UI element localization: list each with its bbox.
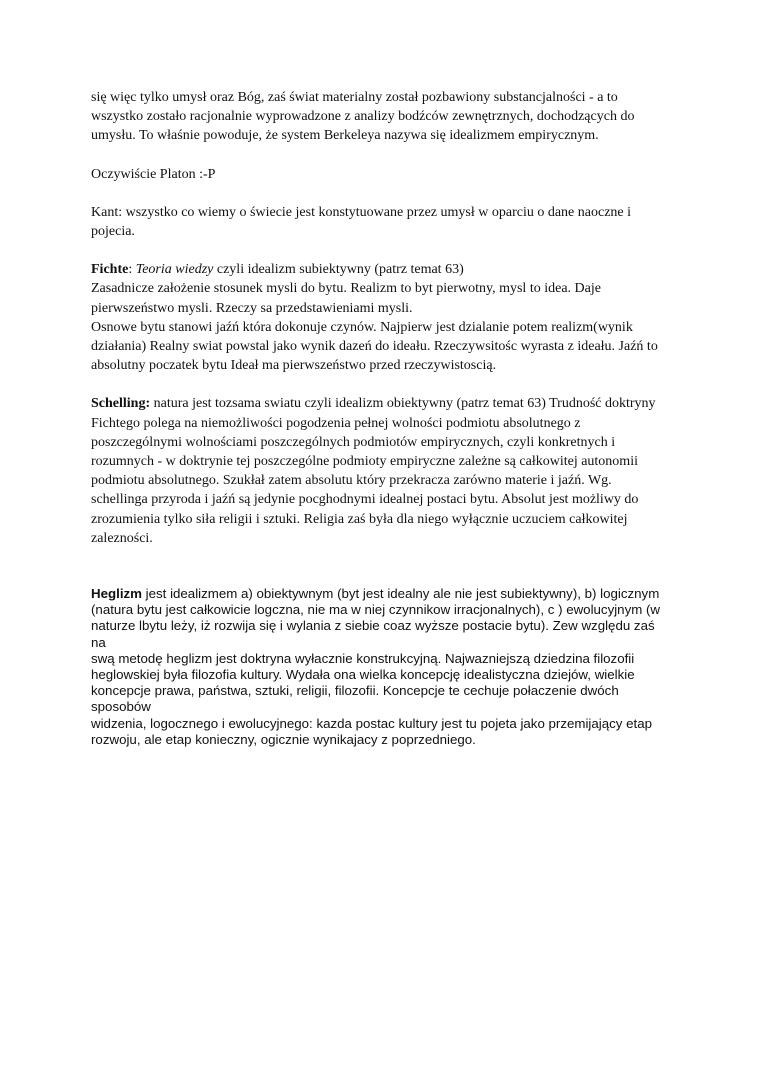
text-line: Zasadnicze założenie stosunek mysli do bytu. Realizm to byt pierwotny, mysl to idea. Daje bbox=[91, 281, 601, 297]
text-line: Kant: wszystko co wiemy o świecie jest konstytuowane przez umysł w oparciu o dane naoczne i bbox=[91, 204, 632, 220]
text-line: wszystko zostało racjonalnie wyprowadzone z analizy bodźców zewnętrznych, dochodzących do bbox=[91, 109, 635, 125]
text-line: rozumnych - w doktrynie tej poszczególne podmioty empiryczne zależne są całkowitej autonomii bbox=[91, 454, 638, 470]
fichte-heading bbox=[91, 260, 676, 279]
text-line: heglowskiej była filozofia kultury. Wydała ona wielka koncepcję idealistyczna dziejów, wielkie bbox=[91, 667, 635, 683]
schelling-name: Schelling: bbox=[91, 396, 151, 412]
text-line: pierwszeństwo mysli. Rzeczy sa przedstawieniami mysli. bbox=[91, 300, 413, 316]
platon-paragraph bbox=[91, 165, 676, 184]
schelling-section bbox=[91, 394, 676, 548]
text-line: swą metodę heglizm jest doktryna wyłacznie konstrukcyjną. Najwazniejszą dziedzina filozofii bbox=[91, 650, 635, 666]
heglizm-section bbox=[91, 586, 673, 748]
text-line: naturze lbytu leży, iż rozwija się i wylania z siebie coaz wyższe postacie bytu). Zew względu zaś na bbox=[91, 618, 655, 650]
text-line: Fichtego polega na niemożliwości pogodzenia pełnej wolności podmiotu absolutnego z bbox=[91, 415, 581, 431]
heglizm-first-line bbox=[91, 586, 673, 602]
fichte-heading-rest: czyli idealizm subiektywny (patrz temat 63) bbox=[213, 262, 464, 278]
text-line: działania) Realny swiat powstal jako wynik dazeń do ideału. Rzeczywsitośc wyrasta z ideału. Jaźń to bbox=[91, 339, 658, 355]
text-line: rozwoju, ale etap konieczny, ogicznie wynikajacy z poprzedniego. bbox=[91, 731, 476, 747]
text-line: się więc tylko umysł oraz Bóg, zaś świat materialny został pozbawiony substancjalności - a to bbox=[91, 90, 618, 105]
text-line: absolutny poczatek bytu Ideał ma pierwszeństwo przed rzeczywistoscią. bbox=[91, 358, 497, 374]
text-line: Oczywiście Platon :-P bbox=[91, 166, 216, 182]
text-line: pojecia. bbox=[91, 224, 135, 240]
fichte-work-title: Teoria wiedzy bbox=[135, 262, 214, 278]
text-line: widzenia, logocznego i ewolucyjnego: kazda postac kultury jest tu pojeta jako przemijający etap bbox=[91, 715, 653, 731]
text-line: umysłu. To właśnie powoduje, że system Berkeleya nazywa się idealizmem empirycznym. bbox=[91, 128, 599, 144]
fichte-separator: : bbox=[128, 262, 136, 278]
text-line: (natura bytu jest całkowicie logczna, nie ma w niej czynnikow irracjonalnych), c ) ewolucyjnym (w bbox=[91, 602, 661, 618]
fichte-name: Fichte bbox=[91, 262, 129, 278]
kant-paragraph bbox=[91, 203, 676, 241]
schelling-first-line bbox=[91, 394, 676, 413]
document-page bbox=[91, 88, 676, 748]
schelling-first-line-text: natura jest tozsama swiatu czyli idealizm obiektywny (patrz temat 63) Trudność doktryny bbox=[150, 396, 656, 412]
heglizm-first-line-text: jest idealizmem a) obiektywnym (byt jest idealny ale nie jest subiektywny), b) logicznym bbox=[141, 586, 660, 602]
text-line: schellinga przyroda i jaźń są jedynie pocghodnymi idealnej postaci bytu. Absolut jest możliwy do bbox=[91, 492, 639, 508]
heglizm-name: Heglizm bbox=[91, 586, 142, 602]
text-line: Osnowe bytu stanowi jaźń która dokonuje czynów. Najpierw jest dzialanie potem realizm(wynik bbox=[91, 319, 633, 335]
fichte-section bbox=[91, 260, 676, 375]
text-line: podmiotu absolutnego. Szukłał zatem absolutu który przekracza zarówno materie i jaźń. Wg. bbox=[91, 473, 612, 489]
text-line: poszczególnymi wolnościami poszczególnych podmiotów empirycznych, czyli konkretnych i bbox=[91, 434, 616, 450]
text-line: koncepcje prawa, państwa, sztuki, religii, filozofii. Koncepcje te cechuje połaczenie dwóch sposobów bbox=[91, 683, 619, 715]
intro-paragraph bbox=[91, 88, 676, 146]
text-line: zalezności. bbox=[91, 530, 153, 546]
text-line: zrozumienia tylko siła religii i sztuki. Religia zaś była dla niego wyłącznie uczuciem całkowitej bbox=[91, 511, 628, 527]
